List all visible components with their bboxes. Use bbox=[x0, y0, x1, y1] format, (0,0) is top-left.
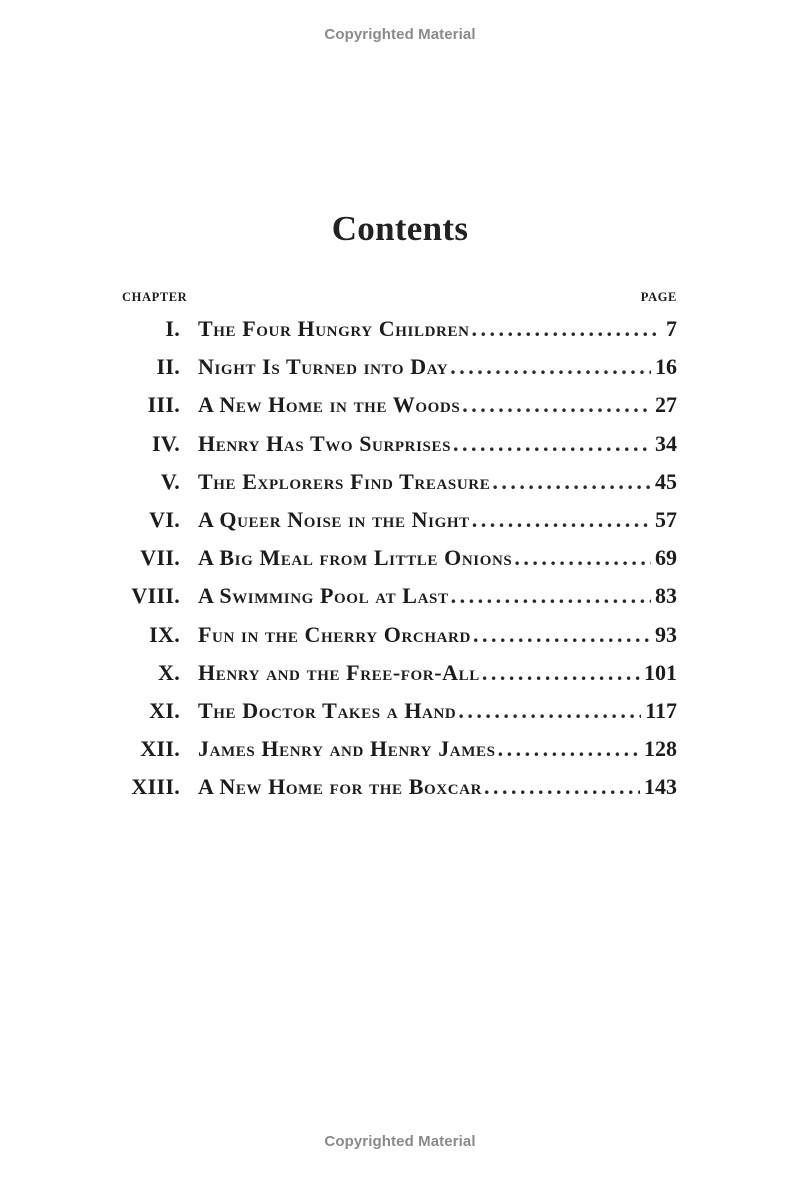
chapter-number: XIII. bbox=[131, 774, 180, 800]
page-number: 57 bbox=[655, 506, 677, 532]
page-number: 143 bbox=[644, 774, 677, 800]
dot-leader bbox=[470, 501, 651, 539]
chapter-number: XI. bbox=[149, 697, 180, 723]
toc-entry[interactable] bbox=[122, 463, 677, 501]
page-title: Contents bbox=[331, 209, 469, 249]
chapter-number: VII. bbox=[140, 545, 180, 571]
toc-entry[interactable] bbox=[122, 539, 677, 577]
dot-leader bbox=[482, 768, 640, 806]
toc-entry[interactable] bbox=[122, 348, 677, 386]
chapter-number: XII. bbox=[140, 736, 180, 762]
copyright-watermark-bottom: Copyrighted Material bbox=[324, 1133, 476, 1150]
copyright-watermark-top: Copyrighted Material bbox=[324, 26, 476, 43]
dot-leader bbox=[512, 539, 651, 577]
toc-entry[interactable] bbox=[122, 692, 677, 730]
chapter-number: V. bbox=[160, 468, 180, 494]
toc-entry[interactable] bbox=[122, 310, 677, 348]
toc-entry[interactable] bbox=[122, 577, 677, 615]
toc-entry[interactable] bbox=[122, 730, 677, 768]
chapter-number: X. bbox=[158, 659, 180, 685]
chapter-title: A Queer Noise in the Night bbox=[198, 506, 470, 532]
chapter-title: James Henry and Henry James bbox=[198, 736, 496, 762]
page-number: 7 bbox=[666, 316, 677, 341]
page-number: 69 bbox=[655, 545, 677, 571]
page-number: 101 bbox=[644, 659, 677, 685]
toc-header bbox=[122, 286, 677, 308]
dot-leader bbox=[480, 654, 640, 692]
chapter-number: III. bbox=[147, 392, 180, 418]
toc-entry[interactable] bbox=[122, 654, 677, 692]
chapter-title: The Doctor Takes a Hand bbox=[198, 697, 457, 723]
dot-leader bbox=[448, 348, 651, 386]
dot-leader bbox=[490, 463, 651, 501]
chapter-title: Henry and the Free-for-All bbox=[198, 659, 480, 685]
chapter-title: A New Home for the Boxcar bbox=[198, 774, 483, 800]
toc-entry[interactable] bbox=[122, 768, 677, 806]
dot-leader bbox=[456, 692, 641, 730]
chapter-title: A Big Meal from Little Onions bbox=[198, 545, 513, 571]
toc-entry[interactable] bbox=[122, 425, 677, 463]
page-column-label: PAGE bbox=[640, 290, 677, 304]
dot-leader bbox=[449, 577, 651, 615]
page-number: 16 bbox=[655, 354, 677, 380]
dot-leader bbox=[460, 386, 651, 424]
chapter-number: IX. bbox=[149, 621, 180, 647]
chapter-number: VIII. bbox=[131, 583, 180, 609]
dot-leader bbox=[470, 310, 660, 348]
toc-list bbox=[122, 310, 677, 806]
page-number: 117 bbox=[645, 697, 677, 723]
chapter-title: A Swimming Pool at Last bbox=[198, 583, 449, 609]
chapter-title: The Explorers Find Treasure bbox=[198, 468, 491, 494]
chapter-number: VI. bbox=[149, 506, 180, 532]
chapter-title: The Four Hungry Children bbox=[198, 316, 470, 341]
chapter-title: Henry Has Two Surprises bbox=[198, 430, 452, 456]
chapter-number: IV. bbox=[151, 430, 180, 456]
chapter-number: I. bbox=[165, 316, 180, 341]
page-number: 83 bbox=[655, 583, 677, 609]
page-number: 27 bbox=[655, 392, 677, 418]
chapter-title: A New Home in the Woods bbox=[198, 392, 461, 418]
toc-entry[interactable] bbox=[122, 501, 677, 539]
chapter-number: II. bbox=[156, 354, 180, 380]
page-number: 93 bbox=[655, 621, 677, 647]
dot-leader bbox=[451, 425, 651, 463]
dot-leader bbox=[471, 616, 651, 654]
toc-entry[interactable] bbox=[122, 386, 677, 424]
chapter-title: Fun in the Cherry Orchard bbox=[198, 621, 471, 647]
chapter-column-label: CHAPTER bbox=[122, 290, 188, 304]
table-of-contents bbox=[122, 286, 677, 806]
toc-entry[interactable] bbox=[122, 616, 677, 654]
dot-leader bbox=[496, 730, 640, 768]
page-number: 34 bbox=[655, 430, 677, 456]
page-number: 45 bbox=[655, 468, 677, 494]
page-number: 128 bbox=[644, 736, 677, 762]
chapter-title: Night Is Turned into Day bbox=[198, 354, 449, 380]
